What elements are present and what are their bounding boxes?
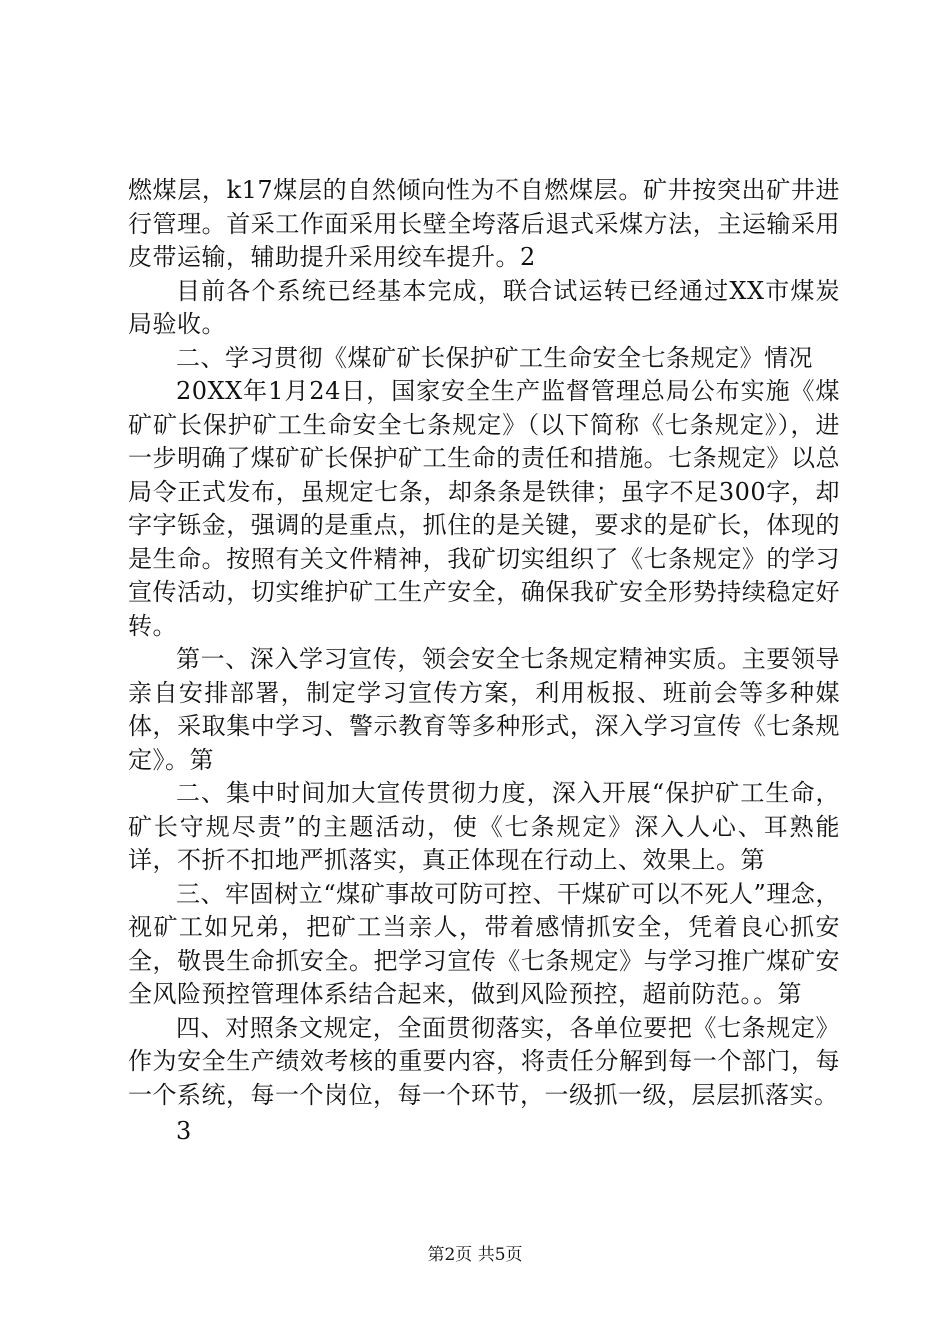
paragraph-point-three: 三、牢固树立“煤矿事故可防可控、干煤矿可以不死人”理念，视矿工如兄弟，把矿工当亲人，带着感情抓安全，凭着良心抓安全，敬畏生命抓安全。把学习宣传《七条规定》与学习推广煤矿安全风险预控管理体系结合起来，做到风险预控，超前防范。。第 bbox=[128, 879, 840, 1008]
page-marker: 3 bbox=[176, 1117, 192, 1145]
paragraph-point-one: 第一、深入学习宣传，领会安全七条规定精神实质。主要领导亲自安排部署，制定学习宣传方案，利用板报、班前会等多种媒体，采取集中学习、警示教育等多种形式，深入学习宣传《七条规定》。第 bbox=[128, 645, 840, 774]
page-footer bbox=[0, 1245, 950, 1265]
paragraph-mine-intro: 燃煤层，k17煤层的自然倾向性为不自燃煤层。矿井按突出矿井进行管理。首采工作面采用长壁全垮落后退式采煤方法，主运输采用皮带运输，辅助提升采用绞车提升。2 bbox=[128, 176, 840, 271]
section-heading-two: 二、学习贯彻《煤矿矿长保护矿工生命安全七条规定》情况 bbox=[176, 343, 813, 372]
page-info: 第2页 共5页 bbox=[427, 1245, 523, 1265]
paragraph-seven-rules-intro: 20XX年1月24日，国家安全生产监督管理总局公布实施《煤矿矿长保护矿工生命安全七条规定》（以下简称《七条规定》），进一步明确了煤矿矿长保护矿工生命的责任和措施。七条规定》以总局令正式发布，虽规定七条，却条条是铁律；虽字不足300字，却字字铄金，强调的是重点，抓住的是关键，要求的是矿长，体现的是生命。按照有关文件精神，我矿切实组织了《七条规定》的学习宣传活动，切实维护矿工生产安全，确保我矿安全形势持续稳定好转。 bbox=[128, 377, 840, 640]
paragraph-point-two: 二、集中时间加大宣传贯彻力度，深入开展“保护矿工生命，矿长守规尽责”的主题活动，使《七条规定》深入人心、耳熟能详，不折不扣地严抓落实，真正体现在行动上、效果上。第 bbox=[128, 779, 840, 874]
document-body bbox=[128, 174, 840, 1149]
paragraph-point-four: 四、对照条文规定，全面贯彻落实，各单位要把《七条规定》作为安全生产绩效考核的重要内容，将责任分解到每一个部门，每一个系统，每一个岗位，每一个环节，一级抓一级，层层抓落实。 bbox=[128, 1013, 840, 1109]
paragraph-system-status: 目前各个系统已经基本完成，联合试运转已经通过XX市煤炭局验收。 bbox=[128, 276, 840, 338]
